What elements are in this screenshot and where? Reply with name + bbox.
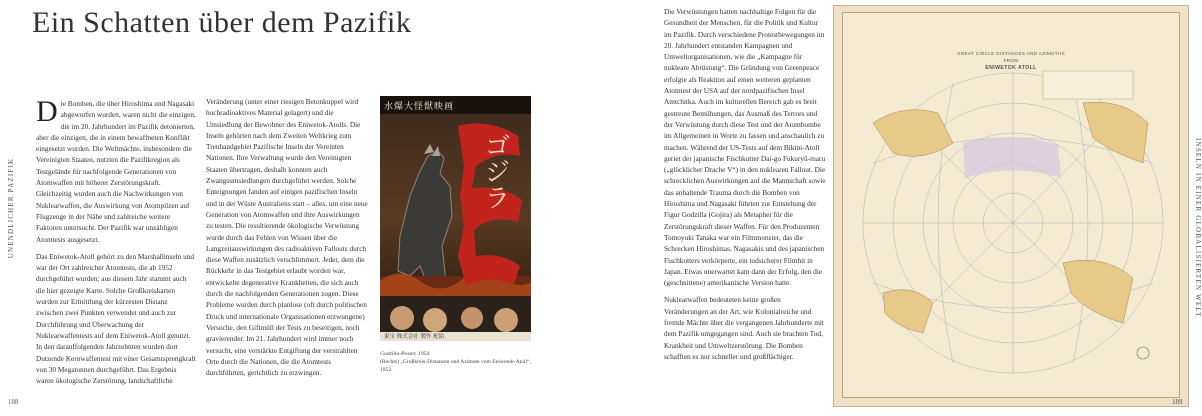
text-column-2 [206,96,368,384]
godzilla-poster-image [380,96,531,341]
poster-title-text: ゴジラ [480,132,510,210]
paragraph: Veränderung (unter einer riesigen Betonkuppel wird hochradioaktives Material gelagert) und die Umsiedlung der Bewohner des Eniwetok-Atolls. Die Inseln gehörten nach dem Zweiten Weltkrieg zum Treuhandgebiet Pazifische Inseln der Vereinten Nationen. Ihre Verwaltung wurde den Vereinigten Staaten übertragen, deshalb konnten auch Zwangsumsiedlungen durchgeführt werden. Solche Enteignungen fanden auf einigen pazifischen Inseln und in der Wüste Australiens statt – alles, um eine neue Generation von Atomwaffen und ihre Auswirkungen zu testen. Die resultierende ökologische Verwüstung wurde durch das Fehlen von Wissen über die Langzeitauswirkungen des radioaktiven Fallouts durch diese Waffen zusätzlich verschlimmert. Jeder, dem die Rückkehr in das Testgebiet erlaubt worden war, entwickelte degenerative Krankheiten, die sich auch durch die nachfolgenden Generationen zogen. Diese Probleme wurden durch planlose (oft durch politischen Druck und internationale Organisationen erzwungene) Versuche, den Giftmüll der Tests zu beseitigen, noch gravierender. Im 21. Jahrhundert wird immer noch versucht, eine verstärkte Entgiftung der verstrahlten Orte durch die Nationen, die die Atomtests durchführten, gerichtlich zu erzwingen. [206,97,368,378]
caption-line-2: (Rechts) „Großkreis-Distanzen und Azimute vom Eniwetok-Atoll“, 1952. [380,359,531,374]
running-head-left: UNENDLICHER PAZIFIK [7,157,15,259]
drop-cap: D [36,95,58,128]
map-title-line-2: FROM [1003,58,1019,63]
great-circle-map-image [833,5,1189,407]
caption-line-1: Godzilla-Poster, 1954. [380,351,431,357]
text-column-3 [664,6,826,368]
paragraph: Die Verwüstungen hatten nachhaltige Folgen für die Gesundheit der Menschen, für die Politik und Kultur im Pazifik. Durch verschiedene Protestbewegungen im 20. Jahrhundert entstanden Kampagnen und Umweltorganisationen, wie die „Kampagne für nukleare Abrüstung“. Die Gründung von Greenpeace erfolgte als Reaktion auf einen weiteren geplanten Atomtest der USA auf der nordpazifischen Insel Amtchitka. Auch im kulturellen Bereich gab es breit gestreute Bemühungen, das Ausmaß des Terrors und der Verwüstung durch diese Test und der Atombombe im Allgemeinen in Worte zu fassen und anschaulich zu machen. Während der US-Tests auf dem Bikini-Atoll geriet der japanische Fischkutter Dai-go Fukuryū-maru („glücklicher Drache V“) in den nuklearen Fallout. Die schrecklichen Auswirkungen auf die Mannschaft sowie das anhaltende Trauma durch die Bomben von Hiroshima und Nagasaki führten zur Entstehung der Figur Godzilla (Gojira) als Metapher für die Zerstörungskraft dieser Waffen. Für den Produzenten Tomoyuki Tanaka war ein Filmmonster, das die Schrecken Hiroshimas, Nagasakis und des japanischen Fischkutters verkörperte, ein todsicherer Filmhit in Japan. Etwas unerwartet kam dann der Erfolg, den die (geschnittene) amerikanische Version hatte. [664,7,826,288]
map-title-line-1: GREAT CIRCLE DISTANCES AND AZIMUTHS [956,51,1065,56]
paragraph: Nuklearwaffen bedeuteten keine großen Veränderungen an der Art, wie Kolonialreiche und fremde Mächte über die vergangenen Jahrhunderte mit dem Pazifik umgegangen sind. Auch sie brachten Tod, Krankheit und Umweltzerstörung. Die Bomben schafften es nur schneller und großflächiger. [664,295,824,361]
running-head-right: INSELN IN EINER GLOBALISIERTEN WELT [1194,138,1202,318]
poster-credit-text: 東宝 株式会社 製作 配給 [384,334,445,340]
page-number-right: 189 [1172,398,1183,406]
paragraph: Die Bomben, die über Hiroshima und Nagasaki abgeworfen wurden, waren nicht die einzigen, die im 20. Jahrhundert im Pazifik detonierten, aber die einzigen, die in einem bewaffneten Konflikt eingesetzt wurden. Die Weltmächte, insbesondere die Vereinigten Staaten, nutzten die Pazifikregion als Testgelände für nachfolgende Generationen von Atomwaffen mit höherer Zerstörungskraft. Gleichzeitig wurden auch die Nachwirkungen von Nuklearwaffen, die Auswirkung von Atompilzen auf Flugzeuge in der Nähe und zahlreiche weitere Faktoren untersucht. Der Pazifik war unzähligen Atomtests ausgesetzt. [36,95,196,244]
map-frame [842,12,1180,398]
map-title-line-3: ENIWETOK ATOLL [985,65,1037,71]
map-title [843,51,1179,71]
image-caption [380,350,540,375]
text-column-1 [36,95,196,392]
page-title: Ein Schatten über dem Pazifik [32,6,412,39]
poster-banner-text: 水爆大怪獣映画 [384,102,455,112]
paragraph: Das Eniwetok-Atoll gehört zu den Marshallinseln und war der Ort zahlreicher Atomtests, die ab 1952 durchgeführt wurden; aus diesem Jahr stammt auch die hier gezeigte Karte. Solche Großkreiskarten wurden zur Ermittlung der kürzesten Distanz zwischen zwei Punkten verwendet und auch zur Durchführung und Überwachung der Nuklearwaffentests auf dem Eniwetok-Atoll genutzt. In den darauffolgenden Jahrzehnten wurden dort Dutzende Kernwaffentest mit einer Gesamtsprengkraft von 30 Megatonnen durchgeführt. Das Ergebnis waren ökologische Zerstörung, landschaftliche [36,251,196,386]
page-number-left: 188 [8,398,19,406]
